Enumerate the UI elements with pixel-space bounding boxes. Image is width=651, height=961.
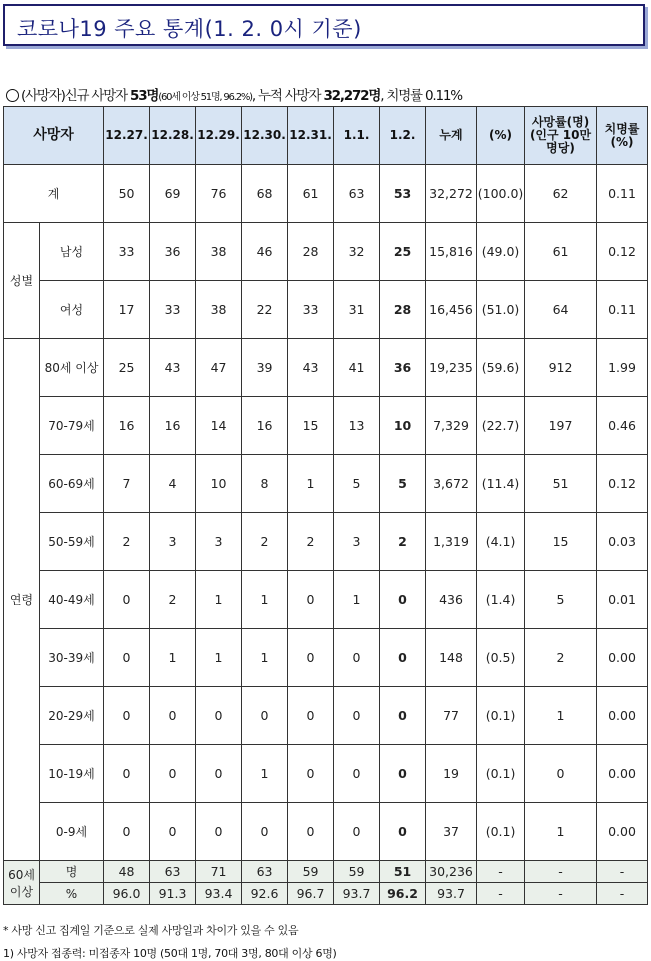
value-cell: 1 (150, 629, 196, 687)
circle-bullet-icon (6, 89, 19, 102)
value-cell: 33 (104, 223, 150, 281)
value-cell: 0 (104, 745, 150, 803)
value-cell: 0 (334, 745, 380, 803)
header-cell: 12.27. (104, 107, 150, 165)
value-cell: 32 (334, 223, 380, 281)
table-row-age (4, 629, 648, 687)
value-cell: 16 (242, 397, 288, 455)
summary-new-deaths: 53명 (130, 88, 159, 104)
value-cell: 0.00 (597, 629, 648, 687)
value-cell: 93.4 (196, 883, 242, 905)
value-cell: 77 (426, 687, 477, 745)
value-cell: 15,816 (426, 223, 477, 281)
value-cell: 37 (426, 803, 477, 861)
value-cell: 51 (525, 455, 597, 513)
value-cell: 0 (334, 687, 380, 745)
value-cell: 2 (380, 513, 426, 571)
value-cell: 96.7 (288, 883, 334, 905)
value-cell: 61 (288, 165, 334, 223)
footnote-asterisk: * 사망 신고 집계일 기준으로 실제 사망일과 차이가 있을 수 있음 (3, 924, 299, 937)
value-cell: 0.00 (597, 687, 648, 745)
table-row-total (4, 165, 648, 223)
value-cell: (0.1) (477, 745, 525, 803)
value-cell: 92.6 (242, 883, 288, 905)
value-cell: 31 (334, 281, 380, 339)
value-cell: 47 (196, 339, 242, 397)
value-cell: 912 (525, 339, 597, 397)
value-cell: 16 (150, 397, 196, 455)
value-cell: 0.01 (597, 571, 648, 629)
value-cell: - (597, 883, 648, 905)
value-cell: 36 (150, 223, 196, 281)
unit-label: 명 (40, 861, 104, 883)
value-cell: 63 (334, 165, 380, 223)
value-cell: - (477, 883, 525, 905)
value-cell: 0 (380, 687, 426, 745)
value-cell: 0.46 (597, 397, 648, 455)
value-cell: 148 (426, 629, 477, 687)
row-label: 여성 (40, 281, 104, 339)
row-label: 70-79세 (40, 397, 104, 455)
header-corner: 사망자 (4, 107, 104, 165)
value-cell: (11.4) (477, 455, 525, 513)
summary-prefix: (사망자)신규 사망자 (21, 88, 131, 104)
value-cell: 0 (104, 687, 150, 745)
value-cell: 0 (150, 687, 196, 745)
value-cell: 48 (104, 861, 150, 883)
page-title: 코로나19 주요 통계(1. 2. 0시 기준) (17, 17, 362, 41)
value-cell: 33 (288, 281, 334, 339)
value-cell: 5 (380, 455, 426, 513)
value-cell: 59 (334, 861, 380, 883)
value-cell: 0.00 (597, 745, 648, 803)
value-cell: 7 (104, 455, 150, 513)
value-cell: 0 (380, 803, 426, 861)
value-cell: 2 (242, 513, 288, 571)
value-cell: 15 (525, 513, 597, 571)
header-cell: 12.29. (196, 107, 242, 165)
table-row-age (4, 397, 648, 455)
value-cell: 0.11 (597, 165, 648, 223)
row-label: 80세 이상 (40, 339, 104, 397)
value-cell: 16,456 (426, 281, 477, 339)
value-cell: 93.7 (426, 883, 477, 905)
value-cell: 0.00 (597, 803, 648, 861)
value-cell: 5 (525, 571, 597, 629)
value-cell: (49.0) (477, 223, 525, 281)
value-cell: 0 (242, 803, 288, 861)
header-cell: 12.28. (150, 107, 196, 165)
value-cell: 76 (196, 165, 242, 223)
value-cell: 1 (525, 687, 597, 745)
value-cell: 3 (334, 513, 380, 571)
value-cell: 0 (288, 687, 334, 745)
value-cell: 36 (380, 339, 426, 397)
value-cell: 436 (426, 571, 477, 629)
summary-cfr: , 치명률 0.11% (380, 88, 462, 104)
table-row-age (4, 339, 648, 397)
value-cell: 1 (334, 571, 380, 629)
value-cell: 1 (242, 745, 288, 803)
row-label: 남성 (40, 223, 104, 281)
value-cell: 51 (380, 861, 426, 883)
value-cell: (0.1) (477, 803, 525, 861)
value-cell: 1 (525, 803, 597, 861)
value-cell: 2 (150, 571, 196, 629)
value-cell: 15 (288, 397, 334, 455)
value-cell: 197 (525, 397, 597, 455)
value-cell: (0.1) (477, 687, 525, 745)
table-row-age (4, 513, 648, 571)
value-cell: 32,272 (426, 165, 477, 223)
table-row-age (4, 745, 648, 803)
row-label: 60-69세 (40, 455, 104, 513)
value-cell: 0 (380, 571, 426, 629)
value-cell: 68 (242, 165, 288, 223)
value-cell: 1 (242, 571, 288, 629)
value-cell: 0 (242, 687, 288, 745)
value-cell: - (597, 861, 648, 883)
row-label: 40-49세 (40, 571, 104, 629)
value-cell: 0 (150, 803, 196, 861)
value-cell: 43 (150, 339, 196, 397)
value-cell: (22.7) (477, 397, 525, 455)
value-cell: 0 (334, 629, 380, 687)
value-cell: 46 (242, 223, 288, 281)
value-cell: 0 (380, 745, 426, 803)
table-row-age (4, 455, 648, 513)
value-cell: 0 (196, 687, 242, 745)
value-cell: (59.6) (477, 339, 525, 397)
row-label: 10-19세 (40, 745, 104, 803)
value-cell: (4.1) (477, 513, 525, 571)
header-cell: 1.2. (380, 107, 426, 165)
header-cell: 12.30. (242, 107, 288, 165)
group-label-over60: 60세 이상 (4, 861, 40, 905)
value-cell: 33 (150, 281, 196, 339)
value-cell: 0.11 (597, 281, 648, 339)
value-cell: 93.7 (334, 883, 380, 905)
value-cell: 41 (334, 339, 380, 397)
value-cell: 3 (196, 513, 242, 571)
summary-cumulative: 32,272명 (323, 88, 381, 104)
value-cell: 63 (150, 861, 196, 883)
value-cell: 10 (196, 455, 242, 513)
value-cell: 14 (196, 397, 242, 455)
value-cell: 0 (150, 745, 196, 803)
value-cell: 1.99 (597, 339, 648, 397)
value-cell: 1 (196, 571, 242, 629)
row-label: 20-29세 (40, 687, 104, 745)
value-cell: 25 (104, 339, 150, 397)
value-cell: 4 (150, 455, 196, 513)
value-cell: 71 (196, 861, 242, 883)
value-cell: 13 (334, 397, 380, 455)
death-stats-table (3, 106, 648, 905)
value-cell: 50 (104, 165, 150, 223)
value-cell: 39 (242, 339, 288, 397)
value-cell: 3,672 (426, 455, 477, 513)
value-cell: 0 (525, 745, 597, 803)
unit-label: % (40, 883, 104, 905)
value-cell: - (525, 861, 597, 883)
value-cell: 0.12 (597, 223, 648, 281)
value-cell: 1 (242, 629, 288, 687)
value-cell: (100.0) (477, 165, 525, 223)
header-cell: 사망률(명)(인구 10만명당) (525, 107, 597, 165)
value-cell: 0 (288, 803, 334, 861)
value-cell: 0 (288, 571, 334, 629)
value-cell: 1,319 (426, 513, 477, 571)
table-row-sex (4, 223, 648, 281)
table-row-age (4, 571, 648, 629)
value-cell: 0 (334, 803, 380, 861)
header-cell: 누계 (426, 107, 477, 165)
value-cell: 0 (196, 745, 242, 803)
value-cell: - (525, 883, 597, 905)
value-cell: 0 (196, 803, 242, 861)
value-cell: 22 (242, 281, 288, 339)
value-cell: 0 (380, 629, 426, 687)
value-cell: 69 (150, 165, 196, 223)
value-cell: 1 (288, 455, 334, 513)
value-cell: (1.4) (477, 571, 525, 629)
value-cell: 61 (525, 223, 597, 281)
value-cell: 91.3 (150, 883, 196, 905)
value-cell: 2 (525, 629, 597, 687)
value-cell: 96.0 (104, 883, 150, 905)
value-cell: (0.5) (477, 629, 525, 687)
value-cell: 62 (525, 165, 597, 223)
summary-line (6, 84, 462, 104)
value-cell: 38 (196, 223, 242, 281)
header-cell: 1.1. (334, 107, 380, 165)
value-cell: 43 (288, 339, 334, 397)
value-cell: 0.03 (597, 513, 648, 571)
summary-cumulative-prefix: , 누적 사망자 (251, 88, 324, 104)
value-cell: 53 (380, 165, 426, 223)
header-row (4, 107, 648, 165)
row-label: 0-9세 (40, 803, 104, 861)
value-cell: 0 (288, 745, 334, 803)
table-row-age (4, 803, 648, 861)
value-cell: 7,329 (426, 397, 477, 455)
footnote-vaccination: 1) 사망자 접종력: 미접종자 10명 (50대 1명, 70대 3명, 80대 이상 6명) (3, 947, 337, 960)
value-cell: 96.2 (380, 883, 426, 905)
value-cell: 19,235 (426, 339, 477, 397)
value-cell: 0 (288, 629, 334, 687)
group-label-age: 연령 (4, 339, 40, 861)
row-label: 30-39세 (40, 629, 104, 687)
value-cell: 2 (104, 513, 150, 571)
title-box (3, 4, 645, 46)
value-cell: 64 (525, 281, 597, 339)
value-cell: 28 (380, 281, 426, 339)
value-cell: 28 (288, 223, 334, 281)
value-cell: 0 (104, 629, 150, 687)
value-cell: - (477, 861, 525, 883)
value-cell: 16 (104, 397, 150, 455)
value-cell: 0 (104, 803, 150, 861)
table-row-age (4, 687, 648, 745)
table-row-sex (4, 281, 648, 339)
value-cell: 25 (380, 223, 426, 281)
table-row-over60 (4, 861, 648, 883)
summary-new-detail: (60세 이상 51명, 96.2%) (158, 92, 252, 103)
value-cell: 0 (104, 571, 150, 629)
header-cell: 12.31. (288, 107, 334, 165)
value-cell: 38 (196, 281, 242, 339)
header-cell: (%) (477, 107, 525, 165)
value-cell: (51.0) (477, 281, 525, 339)
value-cell: 10 (380, 397, 426, 455)
value-cell: 59 (288, 861, 334, 883)
value-cell: 30,236 (426, 861, 477, 883)
row-label: 50-59세 (40, 513, 104, 571)
value-cell: 3 (150, 513, 196, 571)
value-cell: 19 (426, 745, 477, 803)
group-label-sex: 성별 (4, 223, 40, 339)
value-cell: 0.12 (597, 455, 648, 513)
header-cell: 치명률(%) (597, 107, 648, 165)
table-row-over60 (4, 883, 648, 905)
value-cell: 1 (196, 629, 242, 687)
value-cell: 17 (104, 281, 150, 339)
row-label-total: 계 (4, 165, 104, 223)
value-cell: 8 (242, 455, 288, 513)
value-cell: 2 (288, 513, 334, 571)
value-cell: 5 (334, 455, 380, 513)
value-cell: 63 (242, 861, 288, 883)
